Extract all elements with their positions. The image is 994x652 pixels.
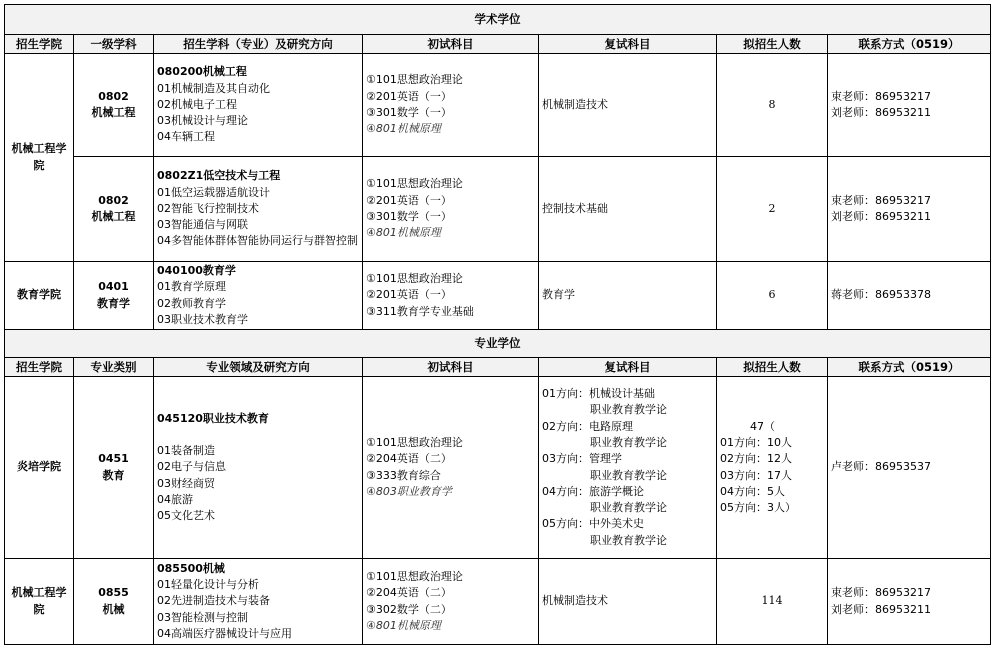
direction-item: 02智能飞行控制技术 — [157, 201, 259, 215]
direction-item: 02先进制造技术与装备 — [157, 594, 270, 608]
college-cell: 机械工程学院 — [5, 54, 74, 262]
table-row — [5, 377, 991, 559]
direction-item: 01装备制造 — [157, 443, 215, 457]
header-cell: 招生学院 — [5, 35, 74, 54]
direction-item: 04高端医疗器械设计与应用 — [157, 626, 292, 640]
header-cell: 专业类别 — [74, 358, 154, 377]
major-cell: 080200机械工程 01机械制造及其自动化 02机械电子工程 03机械设计与理论 04车辆工程 — [154, 54, 363, 157]
exam-cell: ①101思想政治理论 ②201英语（一） ③301数学（一） ④801机械原理 — [363, 157, 539, 262]
college-cell: 炎培学院 — [5, 377, 74, 559]
quota-cell: 2 — [717, 157, 828, 262]
direction-item: 03智能通信与网联 — [157, 218, 248, 232]
major-cell: 045120职业技术教育 01装备制造 02电子与信息 03财经商贸 04旅游 05文化艺术 — [154, 377, 363, 559]
admissions-table-page — [4, 4, 990, 648]
major-cell: 040100教育学 01教育学原理 02教师教育学 03职业技术教育学 — [154, 262, 363, 330]
direction-item: 03智能检测与控制 — [157, 610, 248, 624]
table-row — [5, 54, 991, 157]
direction-item: 03机械设计与理论 — [157, 114, 248, 128]
section-title-academic: 学术学位 — [5, 5, 991, 35]
retest-cell: 01方向：机械设计基础 职业教育教学论 02方向：电路原理 职业教育教学论 03方向：管理学 职业教育教学论 04方向：旅游学概论 职业教育教学论 05方向：中外美术史 职业教育教学论 — [539, 377, 717, 559]
exam-cell: ①101思想政治理论 ②201英语（一） ③301数学（一） ④801机械原理 — [363, 54, 539, 157]
header-cell: 初试科目 — [363, 358, 539, 377]
retest-cell: 教育学 — [539, 262, 717, 330]
direction-item: 01机械制造及其自动化 — [157, 81, 270, 95]
direction-item: 02电子与信息 — [157, 460, 226, 474]
exam-cell: ①101思想政治理论 ②204英语（二） ③302数学（二） ④801机械原理 — [363, 559, 539, 645]
contact-cell: 卢老师：86953537 — [828, 377, 991, 559]
major-cell: 0802Z1低空技术与工程 01低空运载器适航设计 02智能飞行控制技术 03智能通信与网联 04多智能体群体智能协同运行与群智控制 — [154, 157, 363, 262]
quota-cell: 6 — [717, 262, 828, 330]
header-row-academic — [5, 35, 991, 54]
direction-item: 02教师教育学 — [157, 296, 226, 310]
direction-item: 03财经商贸 — [157, 476, 215, 490]
contact-cell: 蒋老师：86953378 — [828, 262, 991, 330]
contact-cell: 束老师：86953217 刘老师：86953211 — [828, 157, 991, 262]
table-row — [5, 262, 991, 330]
header-cell: 联系方式（0519） — [828, 358, 991, 377]
quota-cell: 8 — [717, 54, 828, 157]
major-cell: 085500机械 01轻量化设计与分析 02先进制造技术与装备 03智能检测与控制 04高端医疗器械设计与应用 — [154, 559, 363, 645]
header-cell: 拟招生人数 — [717, 35, 828, 54]
admissions-table — [4, 4, 991, 645]
header-cell: 复试科目 — [539, 358, 717, 377]
discipline-cell: 0802 机械工程 — [74, 54, 154, 157]
table-row — [5, 559, 991, 645]
table-row — [5, 157, 991, 262]
college-cell: 机械工程学院 — [5, 559, 74, 645]
direction-item: 04旅游 — [157, 492, 193, 506]
direction-item: 04车辆工程 — [157, 130, 215, 144]
college-cell: 教育学院 — [5, 262, 74, 330]
direction-item: 01教育学原理 — [157, 280, 226, 294]
header-cell: 招生学院 — [5, 358, 74, 377]
header-row-professional — [5, 358, 991, 377]
direction-item: 02机械电子工程 — [157, 97, 237, 111]
direction-item: 03职业技术教育学 — [157, 312, 248, 326]
exam-cell: ①101思想政治理论 ②201英语（一） ③311教育学专业基础 — [363, 262, 539, 330]
header-cell: 联系方式（0519） — [828, 35, 991, 54]
header-cell: 复试科目 — [539, 35, 717, 54]
discipline-cell: 0802 机械工程 — [74, 157, 154, 262]
contact-cell: 束老师：86953217 刘老师：86953211 — [828, 559, 991, 645]
header-cell: 专业领域及研究方向 — [154, 358, 363, 377]
section-title-professional: 专业学位 — [5, 330, 991, 358]
header-cell: 一级学科 — [74, 35, 154, 54]
direction-item: 04多智能体群体智能协同运行与群智控制 — [157, 234, 358, 248]
retest-cell: 机械制造技术 — [539, 54, 717, 157]
header-cell: 招生学科（专业）及研究方向 — [154, 35, 363, 54]
direction-item: 01低空运载器适航设计 — [157, 185, 270, 199]
discipline-cell: 0401 教育学 — [74, 262, 154, 330]
discipline-cell: 0451 教育 — [74, 377, 154, 559]
discipline-cell: 0855 机械 — [74, 559, 154, 645]
header-cell: 初试科目 — [363, 35, 539, 54]
direction-item: 01轻量化设计与分析 — [157, 578, 259, 592]
quota-cell: 47（ 01方向：10人 02方向：12人 03方向：17人 04方向：5人 05方向：3人） — [717, 377, 828, 559]
quota-cell: 114 — [717, 559, 828, 645]
contact-cell: 束老师：86953217 刘老师：86953211 — [828, 54, 991, 157]
retest-cell: 控制技术基础 — [539, 157, 717, 262]
exam-cell: ①101思想政治理论 ②204英语（二） ③333教育综合 ④803职业教育学 — [363, 377, 539, 559]
retest-cell: 机械制造技术 — [539, 559, 717, 645]
header-cell: 拟招生人数 — [717, 358, 828, 377]
direction-item: 05文化艺术 — [157, 509, 215, 523]
